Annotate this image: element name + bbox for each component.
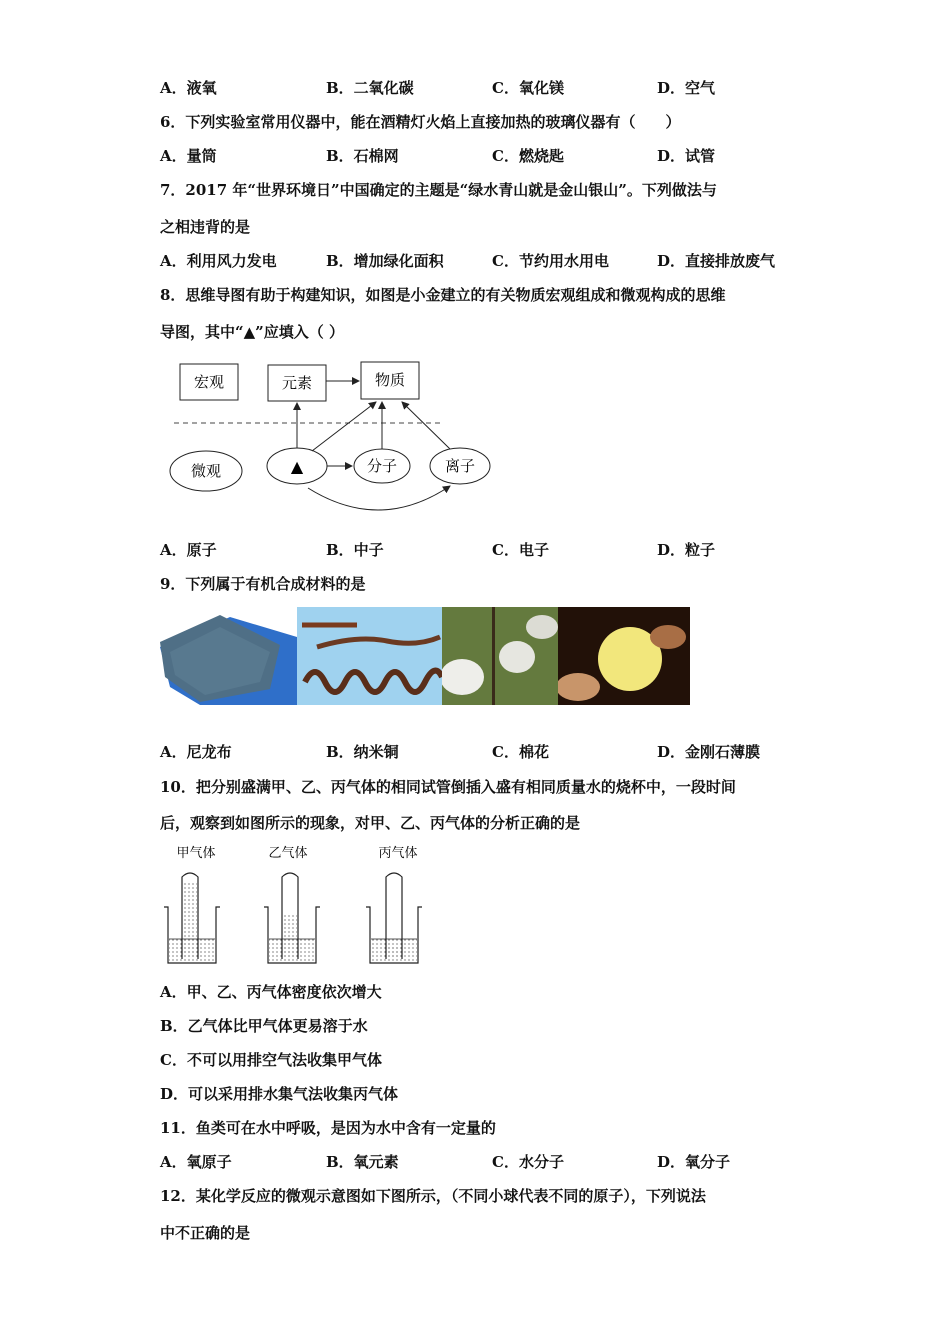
arrow-ion-to-substance — [402, 402, 450, 449]
photo-diamond-film — [558, 607, 690, 705]
label-micro: 微观 — [190, 462, 222, 480]
q8-stem-line1: 8．思维导图有助于构建知识，如图是小金建立的有关物质宏观组成和微观构成的思维 — [160, 286, 726, 304]
q7-option-a: A．利用风力发电 — [160, 252, 277, 270]
q11-option-b: B．氧元素 — [326, 1153, 399, 1171]
label-substance: 物质 — [374, 371, 406, 389]
triangle-marker: ▲ — [290, 457, 304, 476]
q10-stem-line2: 后，观察到如图所示的现象，对甲、乙、丙气体的分析正确的是 — [160, 814, 581, 832]
q10-gas-tubes-figure — [160, 843, 440, 969]
label-macro: 宏观 — [193, 373, 225, 391]
q10-option-a: A．甲、乙、丙气体密度依次增大 — [160, 983, 382, 1001]
photo-cotton — [442, 607, 558, 705]
q9-options — [160, 741, 820, 765]
q5-option-a: A．液氧 — [160, 79, 217, 97]
ellipse-ion — [430, 448, 490, 484]
q7-option-d: D．直接排放废气 — [657, 252, 776, 270]
q9-option-b: B．纳米铜 — [326, 743, 399, 761]
q6-option-a: A．量筒 — [160, 147, 217, 165]
q7-options — [160, 250, 820, 274]
beaker-bing — [366, 873, 422, 963]
q5-options — [160, 77, 820, 101]
q7-option-c: C．节约用水用电 — [492, 252, 609, 270]
q5-option-d: D．空气 — [657, 79, 716, 97]
q9-option-c: C．棉花 — [492, 743, 549, 761]
arrow-triangle-to-ion — [308, 486, 450, 510]
q11-stem: 11．鱼类可在水中呼吸，是因为水中含有一定量的 — [160, 1119, 496, 1137]
q8-option-c: C．电子 — [492, 541, 549, 559]
q9-option-d: D．金刚石薄膜 — [657, 743, 761, 761]
ellipse-molecule — [354, 449, 410, 483]
q7-option-b: B．增加绿化面积 — [326, 252, 444, 270]
q10-option-b: B．乙气体比甲气体更易溶于水 — [160, 1017, 368, 1035]
ellipse-triangle — [267, 448, 327, 484]
q6-option-c: C．燃烧匙 — [492, 147, 564, 165]
label-gas-jia: 甲气体 — [176, 846, 216, 861]
q11-options — [160, 1151, 820, 1175]
q8-mind-map — [160, 355, 500, 525]
q12-stem-line1: 12．某化学反应的微观示意图如下图所示，（不同小球代表不同的原子），下列说法 — [160, 1187, 706, 1205]
q6-option-b: B．石棉网 — [326, 147, 399, 165]
q8-stem-line2: 导图，其中“▲”应填入（ ） — [160, 323, 345, 341]
beaker-jia — [164, 873, 220, 963]
q9-option-a: A．尼龙布 — [160, 743, 232, 761]
q6-options — [160, 145, 820, 169]
q8-option-a: A．原子 — [160, 541, 217, 559]
box-element — [268, 365, 326, 401]
beaker-yi — [264, 873, 320, 963]
q8-option-d: D．粒子 — [657, 541, 716, 559]
arrow-triangle-to-substance — [312, 402, 376, 451]
q7-stem-line1: 7．2017 年“世界环境日”中国确定的主题是“绿水青山就是金山银山”。下列做法与 — [160, 181, 717, 199]
box-substance — [361, 362, 419, 399]
q6-option-d: D．试管 — [657, 147, 716, 165]
q11-option-a: A．氧原子 — [160, 1153, 232, 1171]
q11-option-d: D．氧分子 — [657, 1153, 731, 1171]
label-element: 元素 — [281, 374, 313, 392]
q10-option-d: D．可以采用排水集气法收集丙气体 — [160, 1085, 399, 1103]
q5-option-c: C．氧化镁 — [492, 79, 564, 97]
q10-stem-line1: 10．把分别盛满甲、乙、丙气体的相同试管倒插入盛有相同质量水的烧杯中，一段时间 — [160, 778, 736, 796]
q9-stem: 9．下列属于有机合成材料的是 — [160, 575, 366, 593]
q8-option-b: B．中子 — [326, 541, 384, 559]
q11-option-c: C．水分子 — [492, 1153, 564, 1171]
box-macro — [180, 364, 238, 400]
q12-stem-line2: 中不正确的是 — [160, 1224, 251, 1242]
q6-stem: 6．下列实验室常用仪器中，能在酒精灯火焰上直接加热的玻璃仪器有（ ） — [160, 113, 681, 131]
label-ion: 离子 — [444, 457, 476, 475]
photo-nylon-cloth — [160, 607, 297, 705]
q5-option-b: B．二氧化碳 — [326, 79, 414, 97]
photo-nano-copper — [297, 607, 442, 705]
q8-options — [160, 539, 820, 563]
q10-option-c: C．不可以用排空气法收集甲气体 — [160, 1051, 382, 1069]
label-molecule: 分子 — [366, 457, 398, 475]
label-gas-yi: 乙气体 — [268, 846, 308, 861]
ellipse-micro — [170, 451, 242, 491]
label-gas-bing: 丙气体 — [378, 846, 418, 861]
q7-stem-line2: 之相违背的是 — [160, 218, 251, 236]
